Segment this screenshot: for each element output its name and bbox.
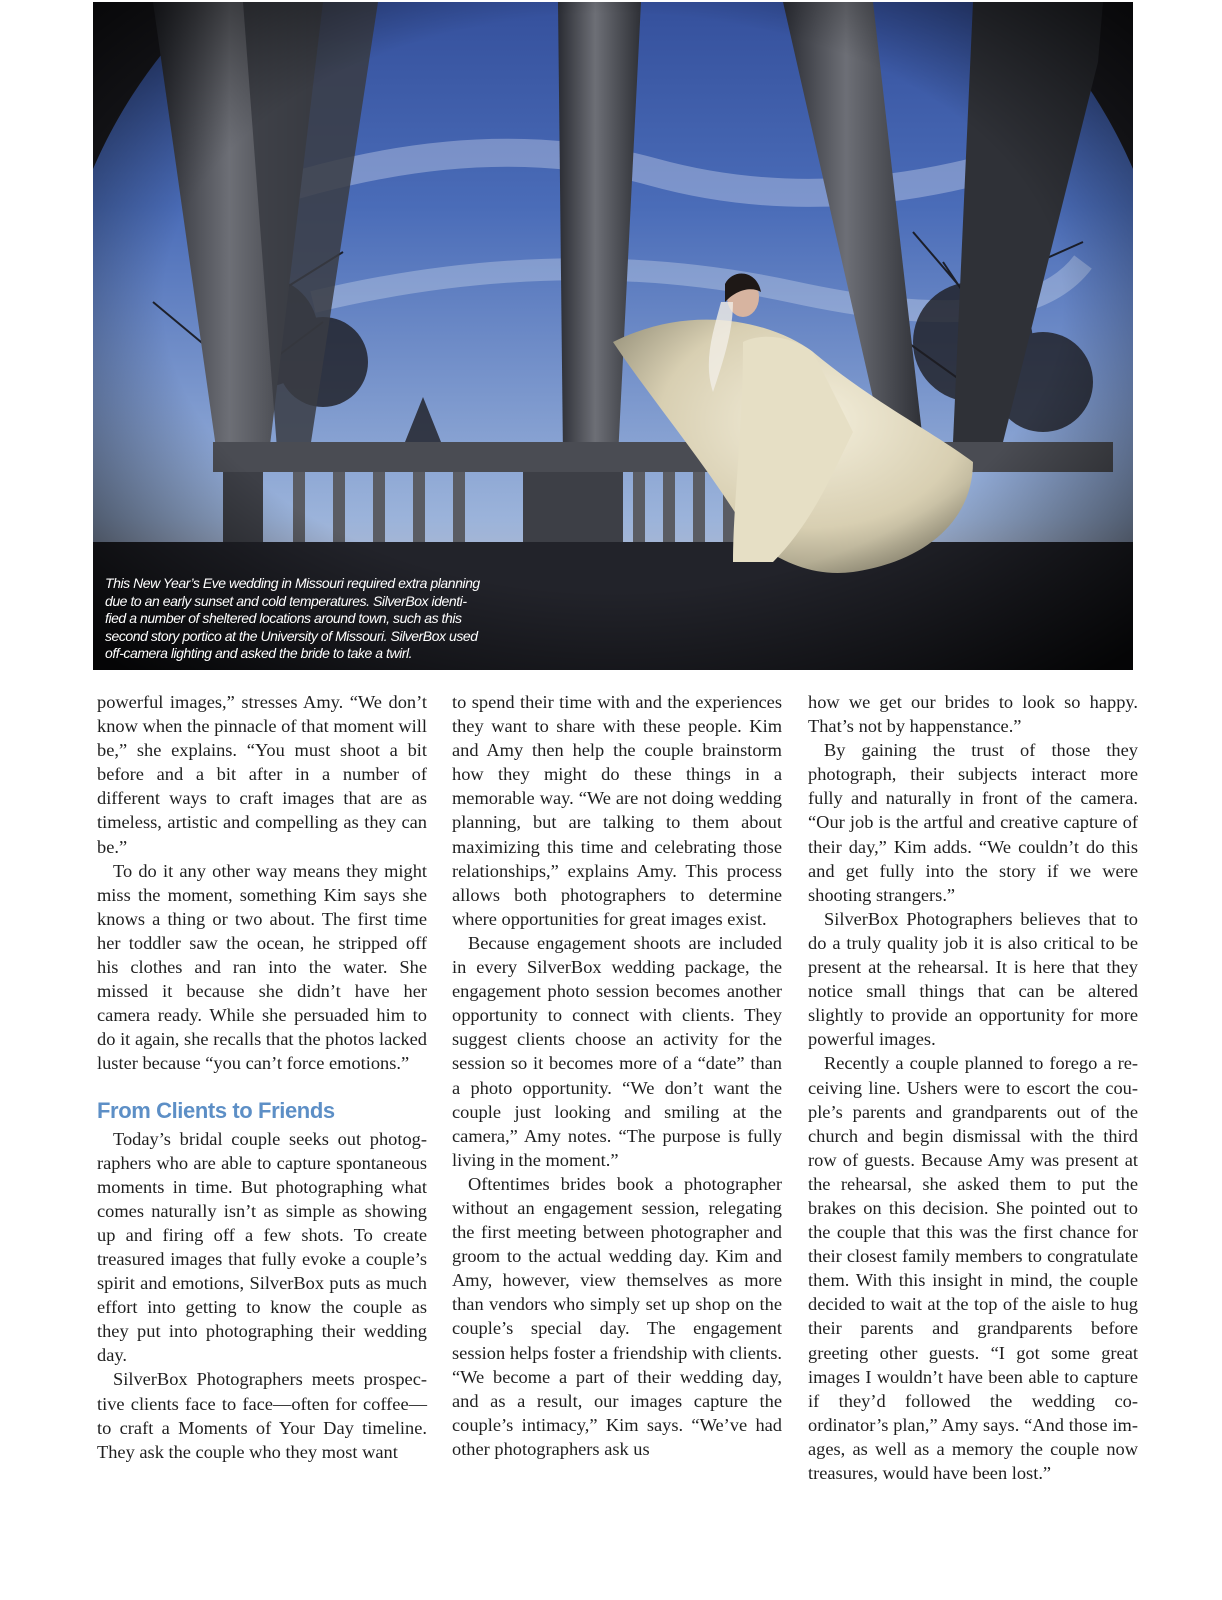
bride-portico-photo bbox=[93, 2, 1133, 670]
article-column-1 bbox=[97, 690, 427, 1464]
wedding-photo bbox=[93, 2, 1133, 670]
caption-line: This New Year’s Eve wedding in Missouri required extra planning bbox=[105, 575, 480, 591]
article-column-3 bbox=[808, 690, 1138, 1485]
paragraph: SilverBox Photographers meets prospective clients face to face—often for coffee—to craft a Moments of Your Day timeline. They ask the couple who they most want bbox=[97, 1369, 427, 1462]
paragraph: to spend their time with and the experiences they want to share with these people. Kim and Amy then help the couple brainstorm how they might do these things in a memorable way. “We are not doing wedding planning, but are talking to them about maximizing this time and celebrating those relationships,” explains Amy. This process allows both photographers to determine where opportunities for great images exist. bbox=[452, 692, 782, 929]
paragraph: how we get our brides to look so happy. That’s not by happenstance.” bbox=[808, 692, 1138, 737]
caption-line: due to an early sunset and cold temperatures. SilverBox identi- bbox=[105, 592, 467, 609]
caption-line: off-camera lighting and asked the bride to take a twirl. bbox=[105, 645, 413, 662]
article-column-2 bbox=[452, 690, 782, 1461]
caption-line: second story portico at the University of Missouri. SilverBox used bbox=[105, 627, 478, 644]
caption-line: fied a number of sheltered locations around town, such as this bbox=[105, 610, 462, 627]
paragraph: To do it any other way means they might miss the moment, something Kim says she knows a thing or two about. The first time her toddler saw the ocean, he stripped off his clothes and ran into the water. She missed it because she didn’t have her camera ready. While she persuaded him to do it again, she recalls that the photos lacked luster because “you can’t force emotions.” bbox=[97, 860, 427, 1074]
paragraph: Today’s bridal couple seeks out photographers who are able to capture spontaneous moments in time. But photographing what comes naturally isn’t as simple as showing up and firing off a few shots. To create treasured images that fully evoke a couple’s spirit and emotions, SilverBox puts as much effort into getting to know the couple as they put into photographing their wedding day. bbox=[97, 1128, 427, 1366]
paragraph: Recently a couple planned to forego a receiving line. Ushers were to escort the couple’s parents and grandparents out of the church and begin dismissal with the third row of guests. Because Amy was present at the rehearsal, she asked them to put the brakes on this decision. She pointed out to the couple that this was the first chance for their closest family members to congratulate them. With this insight in mind, the couple decided to wait at the top of the aisle to hug their parents and grandparents before greeting other guests. “I got some great images I wouldn’t have been able to capture if they’d followed the wedding coordinator’s plan,” Amy says. “And those images, as well as a memory the couple now treasures, would have been lost.” bbox=[808, 1053, 1138, 1483]
paragraph: Because engagement shoots are included in every SilverBox wedding package, the engagement photo session becomes another opportunity to connect with clients. They suggest clients choose an activity for the session so it becomes more of a “date” than a photo opportunity. “We don’t want the couple just looking and smiling at the camera,” Amy notes. “The purpose is fully living in the moment.” bbox=[452, 932, 782, 1170]
paragraph: powerful images,” stresses Amy. “We don’t know when the pinnacle of that moment will be,” she explains. “You must shoot a bit before and a bit after in a number of different ways to craft images that are as timeless, artistic and compelling as they can be.” bbox=[97, 692, 427, 857]
paragraph: SilverBox Photographers believes that to do a truly quality job it is also critical to be present at the rehearsal. It is here that they notice small things that can be altered slightly to provide an opportunity for more powerful images. bbox=[808, 908, 1138, 1050]
paragraph: By gaining the trust of those they photograph, their subjects interact more fully and naturally in front of the camera. “Our job is the artful and creative capture of their day,” Kim adds. “We couldn’t do this and get fully into the story if we were shooting strangers.” bbox=[808, 740, 1138, 905]
section-heading: From Clients to Friends bbox=[97, 1097, 335, 1123]
paragraph: Oftentimes brides book a photographer without an engagement session, relegating the first meeting between photographer and groom to the actual wedding day. Kim and Amy, however, view themselves as more than vendors who simply set up shop on the couple’s special day. The engagement session helps foster a friendship with clients. “We become a part of their wedding day, and as a result, our images capture the couple’s intimacy,” Kim says. “We’ve had other photographers ask us bbox=[452, 1173, 782, 1459]
photo-caption bbox=[105, 575, 510, 663]
